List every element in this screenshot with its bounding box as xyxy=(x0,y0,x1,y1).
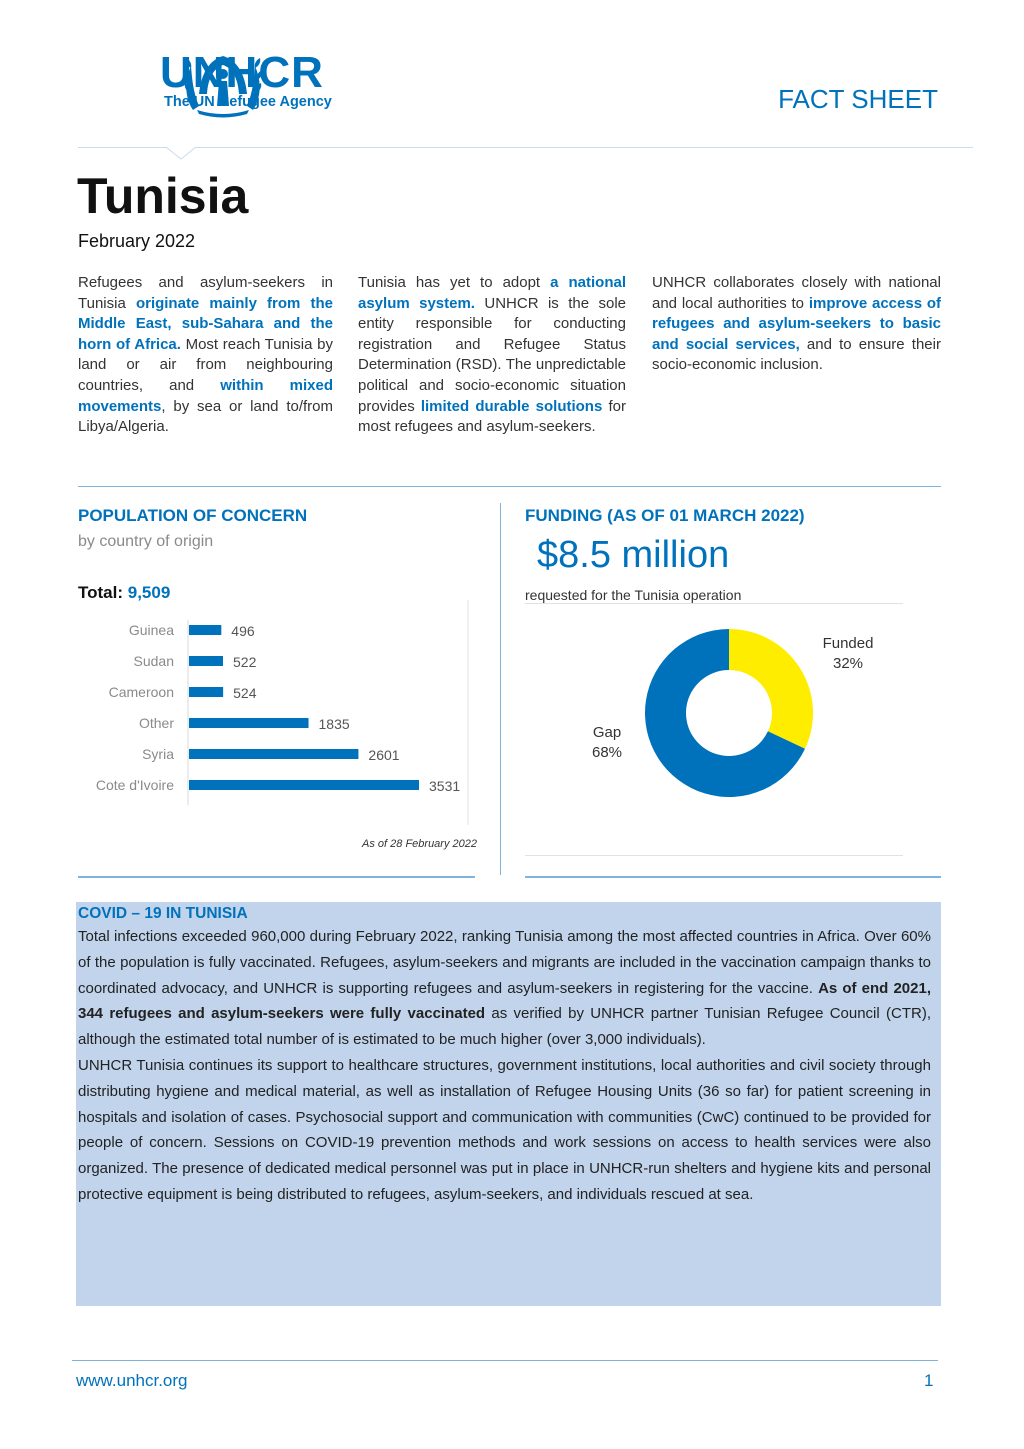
text-run: UNHCR is the sole entity responsible for conducting registration and Refugee Status Determination (RSD). The unpredictable political and socio-economic situation provides xyxy=(358,294,626,415)
data-label: 496 xyxy=(231,623,255,639)
intro-column xyxy=(78,273,333,438)
slice-value: 32% xyxy=(832,655,864,672)
category-label: Sudan xyxy=(133,653,174,669)
bar xyxy=(189,687,223,697)
document-type: FACT SHEET xyxy=(778,84,938,114)
covid-paragraph xyxy=(78,924,931,1053)
section-divider xyxy=(78,876,475,878)
category-label: Syria xyxy=(142,746,174,762)
text-run: Tunisia has yet to adopt xyxy=(358,274,551,291)
text-run: and to ensure their socio-economic inclusion. xyxy=(652,335,941,374)
text-run: UNHCR collaborates closely with national and local authorities to xyxy=(652,274,941,312)
data-label: 522 xyxy=(233,654,257,670)
intro-column xyxy=(358,273,626,438)
text-run: as verified by UNHCR partner Tunisian Refugee Council (CTR), although the estimated total number of is estimated to be much higher (over 3,000 individuals). xyxy=(78,1005,931,1049)
population-subtitle: by country of origin xyxy=(78,533,214,550)
slice-label: Gap xyxy=(592,724,622,741)
header-divider xyxy=(78,147,973,148)
slice-value: 68% xyxy=(591,744,623,761)
logo-wordmark: UNHCR xyxy=(160,48,324,97)
text-run: Refugees and asylum-seekers in Tunisia xyxy=(78,274,333,312)
category-label: Other xyxy=(138,715,174,731)
category-label: Cameroon xyxy=(108,684,174,700)
data-label: 3531 xyxy=(429,778,461,794)
page-number: 1 xyxy=(924,1371,934,1390)
funding-caption: requested for the Tunisia operation xyxy=(525,587,742,603)
intro-column xyxy=(652,273,941,376)
logo-tagline: The UN Refugee Agency xyxy=(164,94,332,110)
text-run: , by sea or land to/from Libya/Algeria. xyxy=(78,397,333,436)
text-run: UNHCR Tunisia continues its support to healthcare structures, government institutions, local authorities and civil society through distributing hygiene and medical material, as well as installation of Refugee Housing Units (36 so far) for patient screening in hospitals and isolation of cases. Psychosocial support and communication with communities (CwC) continued to be provided for people of concern. Sessions on COVID-19 prevention methods and work sessions on access to health services were also organized. The presence of dedicated medical personnel was put in place in UNHCR-run shelters and hygiene kits and personal protective equipment is being distributed to refugees, asylum-seekers, and individuals rescued at sea. xyxy=(78,1056,931,1203)
total-value: 9,509 xyxy=(127,583,171,602)
bar xyxy=(189,718,309,728)
highlight-text: originate mainly from the Middle East, sub-Sahara and the horn of Africa. xyxy=(78,294,334,353)
chart-frame-bottom xyxy=(525,855,903,856)
chart-frame-top xyxy=(525,603,903,604)
pie-slice xyxy=(729,629,813,749)
page-title: Tunisia xyxy=(77,168,249,224)
footer-link[interactable]: www.unhcr.org xyxy=(76,1371,188,1390)
covid-title: COVID – 19 IN TUNISIA xyxy=(78,905,248,922)
bar xyxy=(189,625,221,635)
bar xyxy=(189,749,358,759)
data-label: 2601 xyxy=(368,747,400,763)
highlight-text: improve access of refugees and asylum-seekers to basic and social services, xyxy=(652,294,942,353)
funding-amount: $8.5 million xyxy=(537,534,730,576)
highlight-text: limited durable solutions xyxy=(420,397,603,415)
data-label: 1835 xyxy=(318,716,350,732)
text-run: Total infections exceeded 960,000 during February 2022, ranking Tunisia among the most affected countries in Africa. Over 60% of the population is fully vaccinated. Refugees, asylum-seekers and migrants are included in the vaccination campaign thanks to coordinated advocacy, and UNHCR is supporting refugees and asylum-seekers in registering for the vaccine. xyxy=(78,928,931,997)
column-divider xyxy=(500,503,501,875)
report-date: February 2022 xyxy=(78,231,196,251)
data-label: 524 xyxy=(233,685,257,701)
section-divider xyxy=(78,486,941,487)
funding-donut-chart xyxy=(525,610,905,850)
bar xyxy=(189,780,419,790)
footer-divider xyxy=(72,1360,938,1361)
population-title: POPULATION OF CONCERN xyxy=(78,506,308,525)
bold-text: As of end 2021, 344 refugees and asylum-seekers were fully vaccinated xyxy=(78,979,931,1023)
covid-paragraph xyxy=(78,1053,931,1208)
category-label: Cote d'Ivoire xyxy=(95,777,174,793)
text-run: Most reach Tunisia by land or air from neighbouring countries, and xyxy=(78,335,333,394)
header-notch xyxy=(166,147,196,161)
slice-label: Funded xyxy=(822,635,874,652)
funding-title: FUNDING (AS OF 01 MARCH 2022) xyxy=(525,506,805,525)
highlight-text: within mixed movements xyxy=(78,376,333,415)
category-label: Guinea xyxy=(128,622,174,638)
as-of-note: As of 28 February 2022 xyxy=(362,838,477,850)
section-divider xyxy=(525,876,941,878)
covid-panel xyxy=(76,902,941,1306)
text-run: for most refugees and asylum-seekers. xyxy=(358,397,626,436)
bar xyxy=(189,656,223,666)
total-label: Total: xyxy=(78,583,124,602)
population-bar-chart xyxy=(78,600,478,830)
highlight-text: a national asylum system. xyxy=(358,274,626,312)
